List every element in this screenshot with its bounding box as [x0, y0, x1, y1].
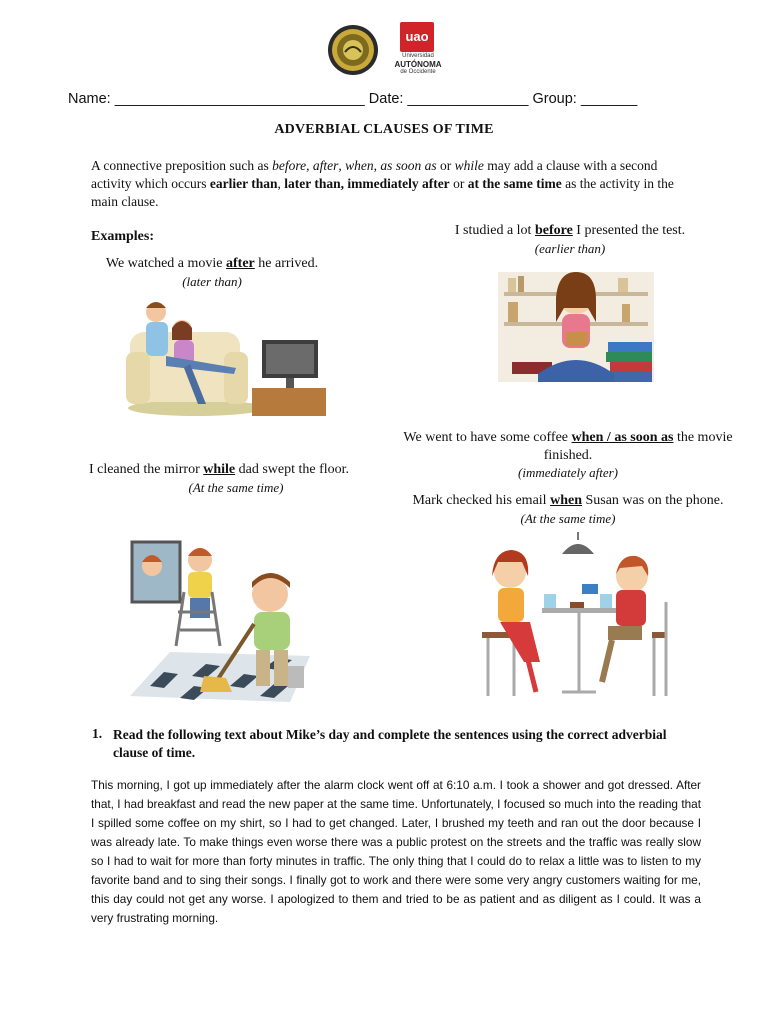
example-mirror: I cleaned the mirror while dad swept the floor.: [88, 462, 350, 477]
intro-paragraph: A connective preposition such as before, after, when, as soon as or while may add a clause with a second activity which occurs earlier than, later than, immediately after or at the same time as the activity in the main clause.: [91, 158, 674, 209]
uao-line3: de Occidente: [400, 69, 436, 75]
example-email: Mark checked his email when Susan was on the phone.: [412, 493, 724, 508]
example-mirror-note: (At the same time): [188, 480, 284, 495]
example-movie: We watched a movie after he arrived.: [105, 256, 319, 271]
couple-watching-tv-illustration: [126, 292, 332, 420]
example-email-note: (At the same time): [520, 511, 616, 526]
girl-studying-illustration: [498, 262, 654, 394]
mike-day-text: This morning, I got up immediately after the alarm clock went off at 6:10 a.m. I took a shower and got dressed. After that, I had breakfast and read the new paper at the same time. Unfortunately, I focused so much into the reading that I spilled some coffee on my shirt, so I had to get changed. Later, I brushed my teeth and ran out the door because I was already late. To make things even worse there was a public protest on the streets and the traffic was really slow so I had to wait for more than forty minutes in traffic. The only thing that I could do to relax a little was to listen to my favorite band and to sing their songs. I finally got to work and there were some very angry customers waiting for me, this day could not get any worse. I apologized to them and tried to be as patient and as diligent as I could. It was a very frustrating morning.: [91, 778, 701, 925]
exercise-instruction: Read the following text about Mike’s day and complete the sentences using the correct adverbial clause of time.: [113, 727, 667, 760]
uao-abbrev: uao: [405, 29, 429, 44]
exercise-number: 1.: [92, 726, 103, 741]
cafe-couple-illustration: [470, 532, 680, 702]
example-coffee: We went to have some coffee when / as soon as the movie finished.: [403, 430, 733, 463]
examples-label: Examples:: [91, 229, 154, 244]
group-label: Group:: [532, 91, 577, 107]
uao-line1: Universidad: [402, 53, 434, 59]
date-label: Date:: [368, 91, 404, 107]
name-blank[interactable]: _______________________________: [114, 91, 365, 107]
uao-logo: [392, 22, 444, 78]
example-studied-note: (earlier than): [534, 241, 606, 256]
group-blank[interactable]: _______: [580, 91, 638, 107]
page-title: ADVERBIAL CLAUSES OF TIME: [274, 122, 494, 137]
university-seal-logo: [327, 24, 379, 76]
example-movie-note: (later than): [182, 274, 242, 289]
date-blank[interactable]: _______________: [407, 91, 529, 107]
example-studied: I studied a lot before I presented the test.: [454, 223, 686, 238]
cleaning-illustration: [120, 536, 310, 704]
example-coffee-note: (immediately after): [518, 465, 618, 480]
student-info-line: [68, 91, 637, 107]
name-label: Name:: [68, 91, 111, 107]
uao-line2: AUTÓNOMA: [394, 60, 442, 69]
